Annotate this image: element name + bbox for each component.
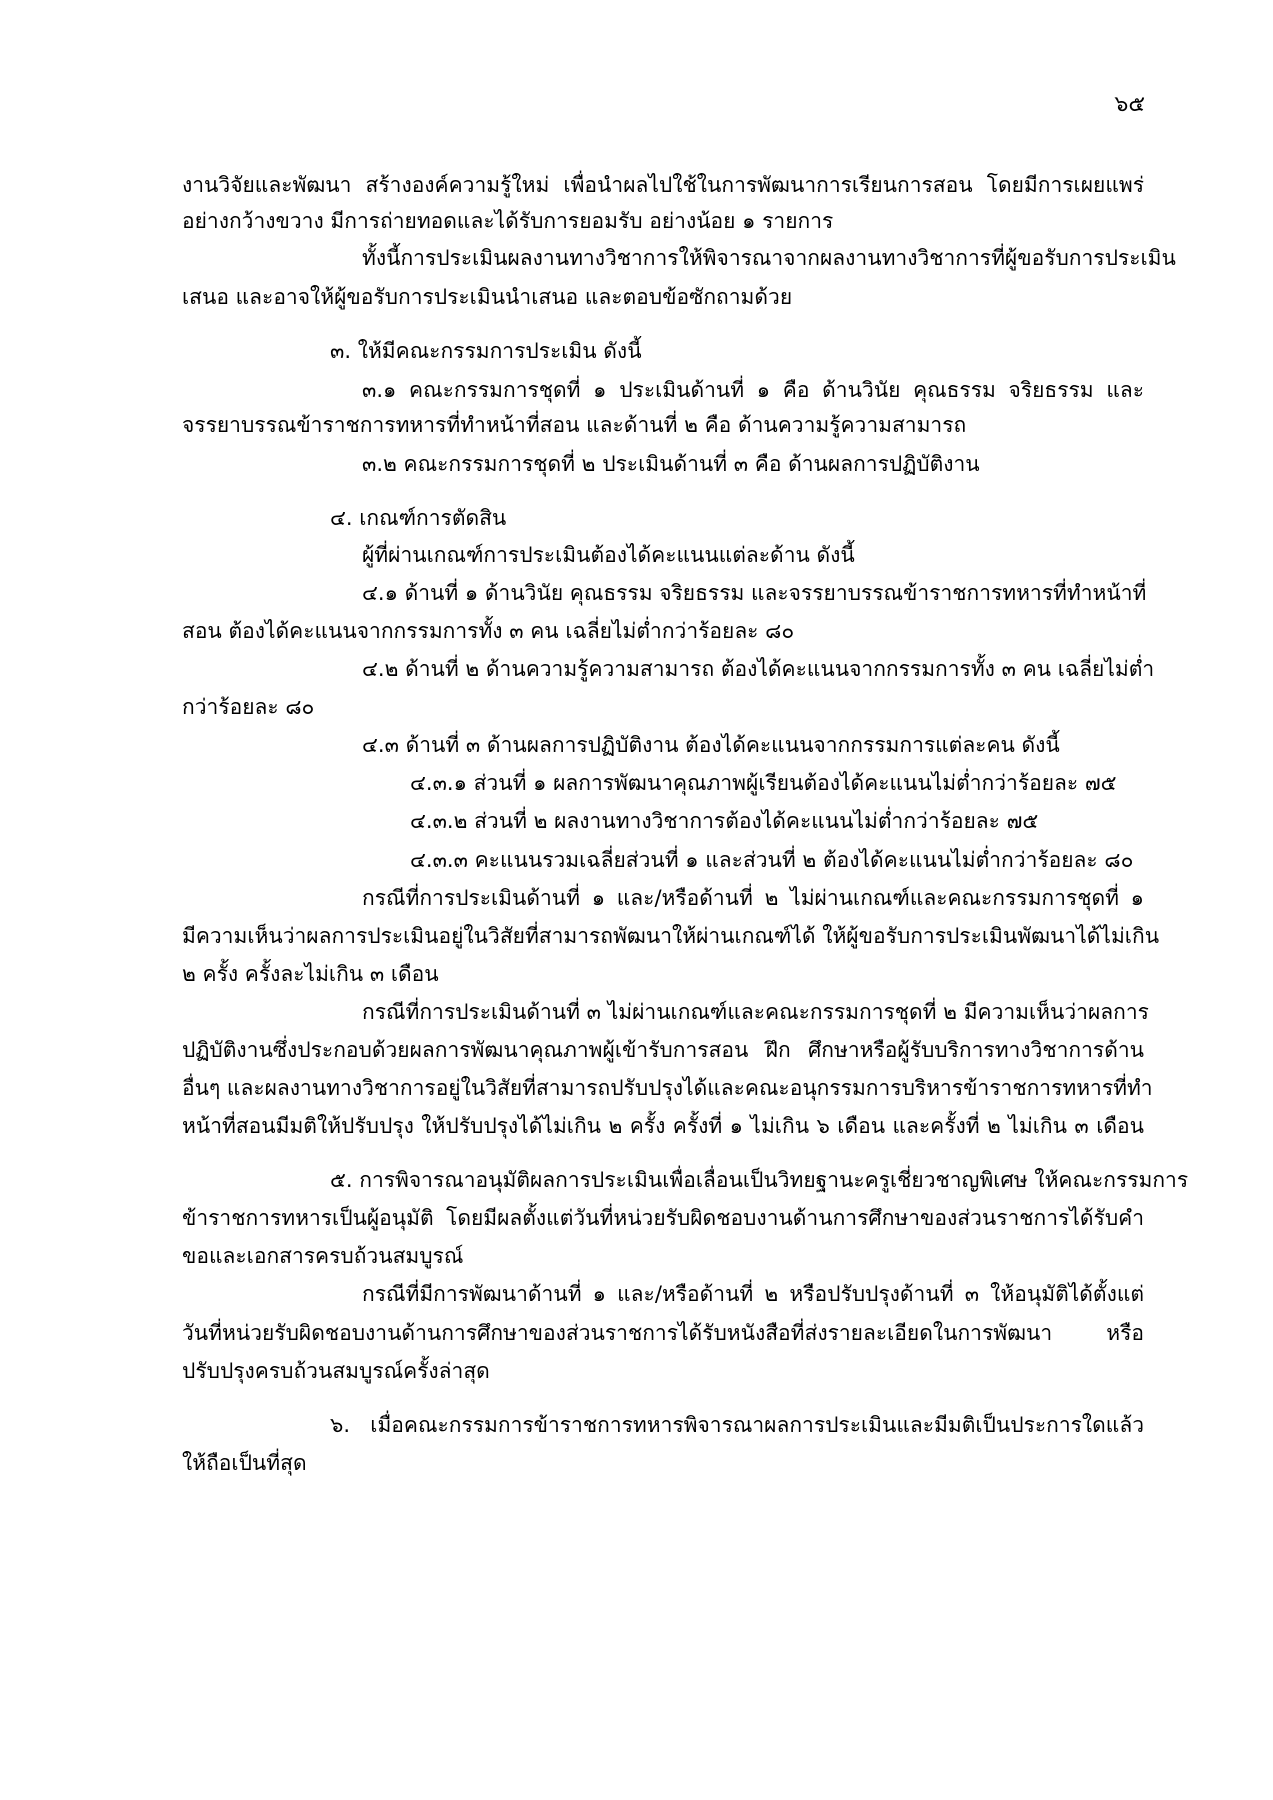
text-line: ผู้ที่ผ่านเกณฑ์การประเมินต้องได้คะแนนแต่ละด้าน ดังนี้ (362, 543, 855, 567)
section-6-heading: ๖. เมื่อคณะกรรมการข้าราชการทหารพิจารณาผลการประเมินและมีมติเป็นประการใดแล้ว (330, 1413, 1144, 1437)
text-line: มีความเห็นว่าผลการประเมินอยู่ในวิสัยที่สามารถพัฒนาให้ผ่านเกณฑ์ได้ ให้ผู้ขอรับการประเมินพัฒนาได้ไม่เกิน (182, 924, 1160, 948)
text-line: กรณีที่มีการพัฒนาด้านที่ ๑ และ/หรือด้านที่ ๒ หรือปรับปรุงด้านที่ ๓ ให้อนุมัติได้ตั้งแต่ (362, 1282, 1144, 1306)
text-line: กว่าร้อยละ ๘๐ (182, 695, 315, 719)
text-line: ๒ ครั้ง ครั้งละไม่เกิน ๓ เดือน (182, 962, 439, 986)
text-line: ทั้งนี้การประเมินผลงานทางวิชาการให้พิจารณาจากผลงานทางวิชาการที่ผู้ขอรับการประเมิน (362, 246, 1176, 270)
text-line: กรณีที่การประเมินด้านที่ ๑ และ/หรือด้านที่ ๒ ไม่ผ่านเกณฑ์และคณะกรรมการชุดที่ ๑ (362, 886, 1144, 910)
text-line: ๓.๑ คณะกรรมการชุดที่ ๑ ประเมินด้านที่ ๑ คือ ด้านวินัย คุณธรรม จริยธรรม และ (362, 378, 1144, 402)
section-5-heading: ๕. การพิจารณาอนุมัติผลการประเมินเพื่อเลื่อนเป็นวิทยฐานะครูเชี่ยวชาญพิเศษ ให้คณะกรรมการ (330, 1168, 1189, 1192)
text-line: ขอและเอกสารครบถ้วนสมบูรณ์ (182, 1244, 464, 1268)
text-line: ให้ถือเป็นที่สุด (182, 1451, 307, 1475)
text-line: หน้าที่สอนมีมติให้ปรับปรุง ให้ปรับปรุงได้ไม่เกิน ๒ ครั้ง ครั้งที่ ๑ ไม่เกิน ๖ เดือน และครั้งที่ ๒ ไม่เกิน ๓ เดือน (182, 1114, 1144, 1138)
text-line: ๔.๑ ด้านที่ ๑ ด้านวินัย คุณธรรม จริยธรรม และจรรยาบรรณข้าราชการทหารที่ทำหน้าที่ (362, 581, 1147, 605)
text-line: อื่นๆ และผลงานทางวิชาการอยู่ในวิสัยที่สามารถปรับปรุงได้และคณะอนุกรรมการบริหารข้าราชการทหารที่ทำ (182, 1076, 1153, 1100)
page-number: ๖๕ (1114, 92, 1145, 117)
text-line: อย่างกว้างขวาง มีการถ่ายทอดและได้รับการยอมรับ อย่างน้อย ๑ รายการ (182, 209, 834, 233)
text-line: ๔.๓ ด้านที่ ๓ ด้านผลการปฏิบัติงาน ต้องได้คะแนนจากกรรมการแต่ละคน ดังนี้ (362, 733, 1060, 757)
text-line: งานวิจัยและพัฒนา สร้างองค์ความรู้ใหม่ เพื่อนำผลไปใช้ในการพัฒนาการเรียนการสอน โดยมีการเผยแพร่ (182, 173, 1144, 197)
text-line: ข้าราชการทหารเป็นผู้อนุมัติ โดยมีผลตั้งแต่วันที่หน่วยรับผิดชอบงานด้านการศึกษาของส่วนราชการได้รับคำ (182, 1206, 1144, 1230)
text-line: กรณีที่การประเมินด้านที่ ๓ ไม่ผ่านเกณฑ์และคณะกรรมการชุดที่ ๒ มีความเห็นว่าผลการ (362, 1000, 1149, 1024)
section-4-heading: ๔. เกณฑ์การตัดสิน (330, 506, 507, 530)
text-line: ๔.๓.๑ ส่วนที่ ๑ ผลการพัฒนาคุณภาพผู้เรียนต้องได้คะแนนไม่ต่ำกว่าร้อยละ ๗๕ (410, 771, 1117, 795)
text-line: ๔.๒ ด้านที่ ๒ ด้านความรู้ความสามารถ ต้องได้คะแนนจากกรรมการทั้ง ๓ คน เฉลี่ยไม่ต่ำ (362, 657, 1155, 681)
text-line: ๔.๓.๒ ส่วนที่ ๒ ผลงานทางวิชาการต้องได้คะแนนไม่ต่ำกว่าร้อยละ ๗๕ (410, 809, 1039, 833)
text-line: จรรยาบรรณข้าราชการทหารที่ทำหน้าที่สอน และด้านที่ ๒ คือ ด้านความรู้ความสามารถ (182, 413, 967, 437)
text-line: ๔.๓.๓ คะแนนรวมเฉลี่ยส่วนที่ ๑ และส่วนที่ ๒ ต้องได้คะแนนไม่ต่ำกว่าร้อยละ ๘๐ (410, 848, 1134, 872)
text-line: วันที่หน่วยรับผิดชอบงานด้านการศึกษาของส่วนราชการได้รับหนังสือที่ส่งรายละเอียดในการพัฒนา หรือ (182, 1321, 1144, 1345)
section-3-heading: ๓. ให้มีคณะกรรมการประเมิน ดังนี้ (330, 339, 642, 363)
text-line: สอน ต้องได้คะแนนจากกรรมการทั้ง ๓ คน เฉลี่ยไม่ต่ำกว่าร้อยละ ๘๐ (182, 619, 795, 643)
text-line: เสนอ และอาจให้ผู้ขอรับการประเมินนำเสนอ และตอบข้อซักถามด้วย (182, 285, 793, 309)
text-line: ปรับปรุงครบถ้วนสมบูรณ์ครั้งล่าสุด (182, 1359, 490, 1383)
text-line: ๓.๒ คณะกรรมการชุดที่ ๒ ประเมินด้านที่ ๓ คือ ด้านผลการปฏิบัติงาน (362, 452, 980, 476)
text-line: ปฏิบัติงานซึ่งประกอบด้วยผลการพัฒนาคุณภาพผู้เข้ารับการสอน ฝึก ศึกษาหรือผู้รับบริการทางวิชาการด้าน (182, 1038, 1144, 1062)
